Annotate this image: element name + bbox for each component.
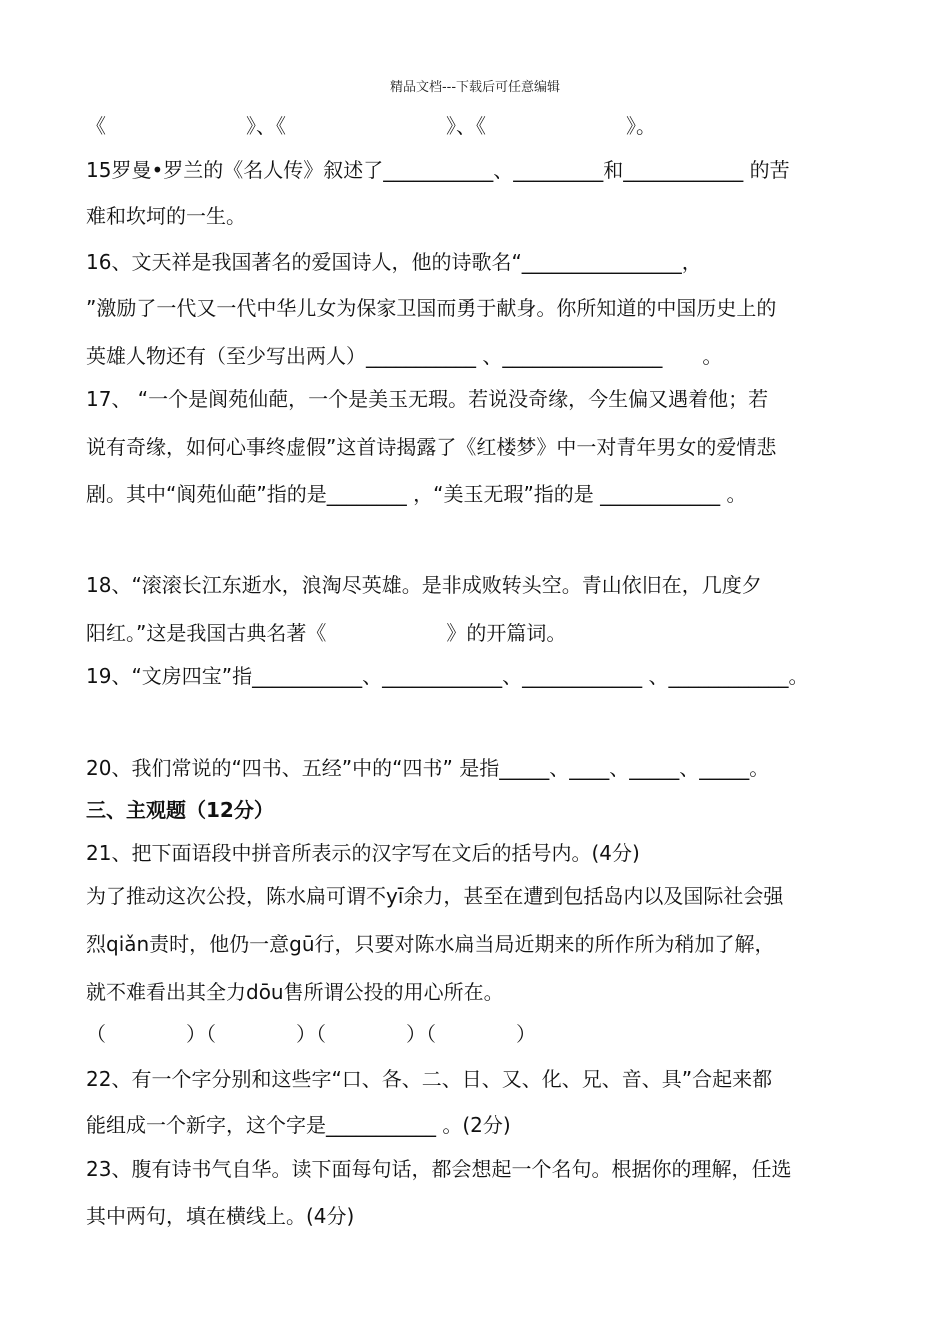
- line-book-titles: 《 》、《 》、《 》。: [86, 114, 656, 138]
- page-header: 精品文档---下载后可任意编辑: [389, 80, 561, 95]
- question-16-cont-1: ”激励了一代又一代中华儿女为保家卫国而勇于献身。你所知道的中国历史上的: [86, 296, 777, 320]
- question-18: 18、“滚滚长江东逝水，浪淘尽英雄。是非成败转头空。青山依旧在，几度夕: [86, 573, 762, 597]
- question-21: 21、把下面语段中拼音所表示的汉字写在文后的括号内。(4分): [86, 841, 640, 865]
- question-17-cont-1: 说有奇缘，如何心事终虚假”这首诗揭露了《红楼梦》中一对青年男女的爱情悲: [86, 435, 777, 459]
- section-heading-subjective: 三、主观题（12分）: [86, 798, 274, 822]
- question-18-cont: 阳红。”这是我国古典名著《 》的开篇词。: [86, 621, 567, 645]
- question-16-cont-2: 英雄人物还有（至少写出两人）___________ 、________________ 。: [86, 344, 723, 368]
- question-17-cont-2: 剧。其中“阆苑仙葩”指的是________ ，“美玉无瑕”指的是 ____________ 。: [86, 482, 747, 506]
- question-22: 22、有一个字分别和这些字“口、各、二、日、又、化、兄、音、具”合起来都: [86, 1067, 773, 1091]
- question-21-passage-2: 烈qiǎn责时，他仍一意gū行，只要对陈水扁当局近期来的所作所为稍加了解，: [86, 932, 775, 956]
- question-20: 20、我们常说的“四书、五经”中的“四书” 是指_____、____、_____、_____。: [86, 756, 770, 780]
- question-15-cont: 难和坎坷的一生。: [86, 204, 246, 228]
- question-15: 15罗曼•罗兰的《名人传》叙述了___________、_________和____________ 的苦: [86, 158, 790, 182]
- question-22-cont: 能组成一个新字，这个字是___________ 。(2分): [86, 1113, 511, 1137]
- question-23: 23、腹有诗书气自华。读下面每句话，都会想起一个名句。根据你的理解，任选: [86, 1157, 792, 1181]
- question-21-passage-3: 就不难看出其全力dōu售所谓公投的用心所在。: [86, 980, 504, 1004]
- question-23-cont: 其中两句，填在横线上。(4分): [86, 1204, 355, 1228]
- question-21-answer-brackets: （ ）（ ）（ ）（ ）: [86, 1022, 536, 1046]
- question-16: 16、文天祥是我国著名的爱国诗人，他的诗歌名“________________，: [86, 250, 702, 274]
- question-21-passage-1: 为了推动这次公投，陈水扁可谓不yī余力，甚至在遭到包括岛内以及国际社会强: [86, 884, 784, 908]
- question-17: 17、 “一个是阆苑仙葩，一个是美玉无瑕。若说没奇缘，今生偏又遇着他；若: [86, 387, 769, 411]
- question-19: 19、“文房四宝”指___________、____________、____________ 、____________。: [86, 664, 809, 688]
